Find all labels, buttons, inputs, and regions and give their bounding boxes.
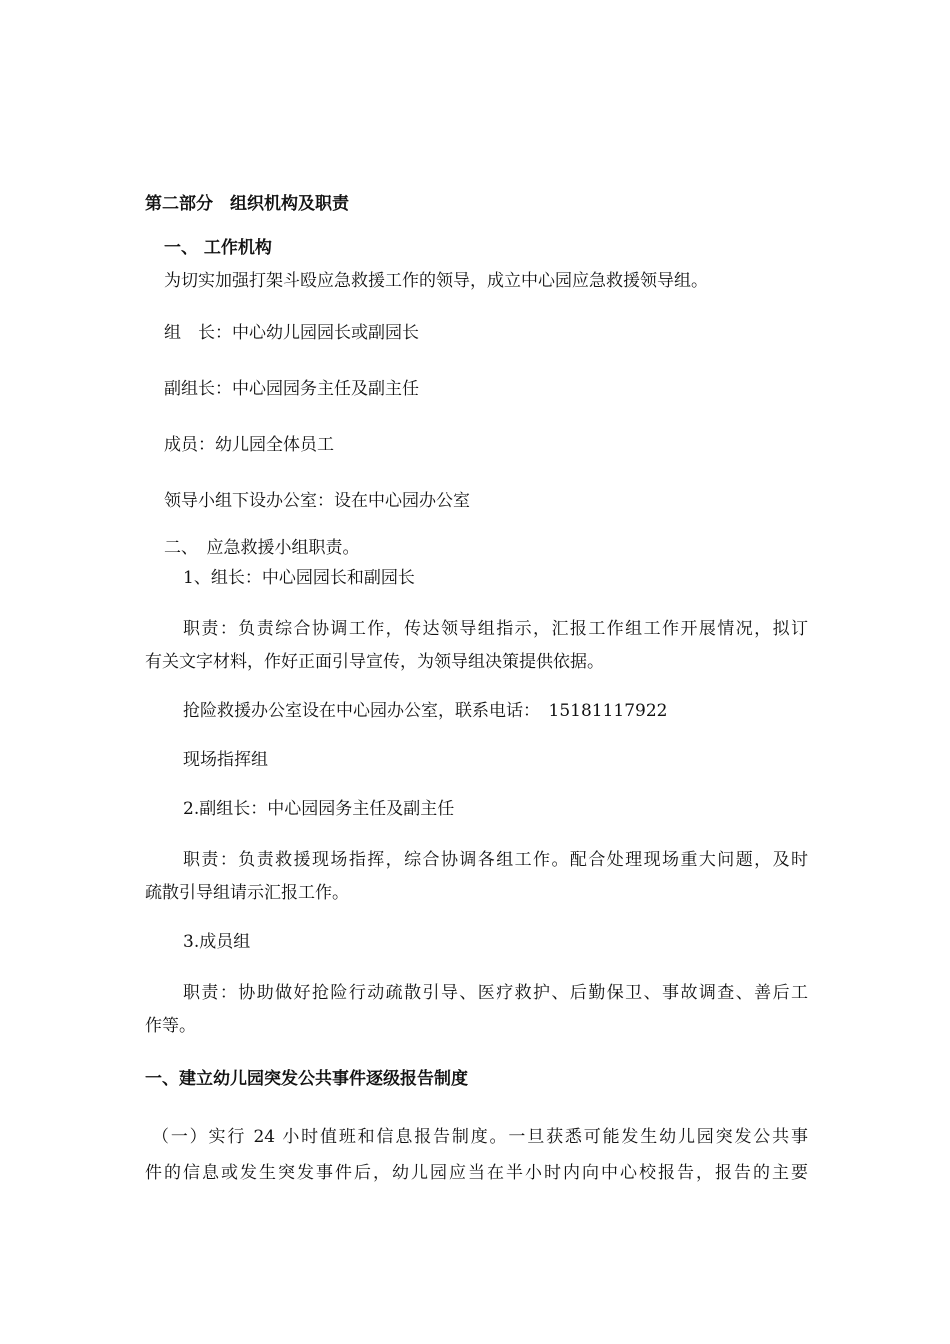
part-title: 第二部分 组织机构及职责 [145,194,349,214]
field-command-group: 现场指挥组 [183,750,268,770]
intro-paragraph: 为切实加强打架斗殴应急救援工作的领导，成立中心园应急救援领导组。 [164,271,708,291]
office-line: 领导小组下设办公室：设在中心园办公室 [164,491,470,511]
item3-title: 3.成员组 [183,932,251,952]
rescue-office-line: 抢险救援办公室设在中心园办公室，联系电话： 15181117922 [183,701,668,721]
item3-duty-line2: 作等。 [145,1016,196,1036]
item2-duty-line2: 疏散引导组请示汇报工作。 [145,883,349,903]
item2-title: 2.副组长：中心园园务主任及副主任 [183,799,455,819]
report-paragraph-line2: 件的信息或发生突发事件后，幼儿园应当在半小时内向中心校报告，报告的主要 [145,1163,808,1183]
item1-duty-line2: 有关文字材料，作好正面引导宣传，为领导组决策提供依据。 [145,652,604,672]
section-heading-work-organization: 一、 工作机构 [164,238,272,258]
item3-duty-line1: 职责：协助做好抢险行动疏散引导、医疗救护、后勤保卫、事故调查、善后工 [183,983,808,1003]
report-system-heading: 一、建立幼儿园突发公共事件逐级报告制度 [145,1069,468,1089]
report-paragraph-line1: （一）实行 24 小时值班和信息报告制度。一旦获悉可能发生幼儿园突发公共事 [152,1127,808,1147]
section-heading-team-duties: 二、 应急救援小组职责。 [164,538,360,558]
item1-duty-line1: 职责：负责综合协调工作，传达领导组指示，汇报工作组工作开展情况，拟订 [183,619,808,639]
leader-line: 组 长：中心幼儿园园长或副园长 [164,323,419,343]
members-line: 成员：幼儿园全体员工 [164,435,334,455]
item2-duty-line1: 职责：负责救援现场指挥，综合协调各组工作。配合处理现场重大问题，及时 [183,850,808,870]
item1-title: 1、组长：中心园园长和副园长 [183,568,415,588]
deputy-leader-line: 副组长：中心园园务主任及副主任 [164,379,419,399]
